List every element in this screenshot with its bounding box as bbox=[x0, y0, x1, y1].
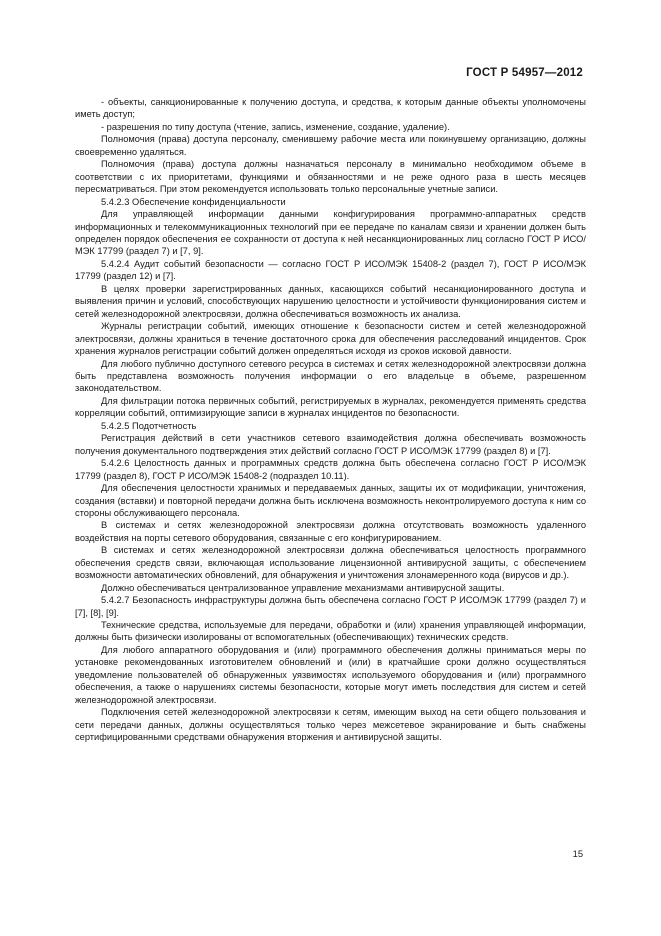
paragraph: - разрешения по типу доступа (чтение, запись, изменение, создание, удаление). bbox=[101, 121, 450, 132]
document-id: ГОСТ Р 54957—2012 bbox=[466, 67, 583, 79]
paragraph: Регистрация действий в сети участников сетевого взаимодействия должна обеспечивать возможность получения документального подтверждения этих действий согласно ГОСТ Р ИСО/МЭК 17799 (раздел 8) и [7]. bbox=[75, 433, 586, 456]
paragraph: Для обеспечения целостности хранимых и передаваемых данных, защиты их от модификации, уничтожения, создания (вставки) и повторной передачи должна быть исключена возможность неконтролируемого доступа к ним со стороны обслуживающего персонала. bbox=[75, 483, 586, 518]
paragraph: Для фильтрации потока первичных событий, регистрируемых в журналах, рекомендуется применять средства корреляции событий, оптимизирующие записи в журналах инцидентов по безопасности. bbox=[75, 395, 586, 419]
paragraph: Технические средства, используемые для передачи, обработки и (или) хранения управляющей информации, должны быть физически изолированы от вспомогательных (обеспечивающих) технических средств. bbox=[75, 620, 586, 643]
paragraph: В системах и сетях железнодорожной электросвязи должна обеспечиваться целостность программного обеспечения средств связи, включающая использование лицензионной антивирусной защиты, с обеспечением возможности автоматических обновлений, для обнаружения и уничтожения злонамеренного кода (вирусов и др.). bbox=[75, 545, 586, 581]
section-heading: 5.4.2.4 Аудит событий безопасности — согласно ГОСТ Р ИСО/МЭК 15408-2 (раздел 7), ГОСТ Р ИСО/МЭК 17799 (раздел 12) и [7]. bbox=[75, 258, 586, 282]
paragraph: Журналы регистрации событий, имеющих отношение к безопасности систем и сетей железнодорожной электросвязи, должны храниться в течение достаточного срока для обеспечения расследований инцидентов. Срок хранения журналов регистрации событий должен определяться исходя из сроков исковой давности. bbox=[75, 321, 586, 357]
section-heading: 5.4.2.7 Безопасность инфраструктуры должна быть обеспечена согласно ГОСТ Р ИСО/МЭК 17799 (раздел 7) и [7], [8], [9]. bbox=[75, 595, 586, 618]
paragraph: Для любого публично доступного сетевого ресурса в системах и сетях железнодорожной электросвязи должна быть представлена возможность получения информации о его владельце в объеме, разрешенном законодательством. bbox=[75, 358, 586, 394]
paragraph: Полномочия (права) доступа персоналу, сменившему рабочие места или покинувшему организацию, должны своевременно удаляться. bbox=[75, 134, 586, 157]
section-heading: 5.4.2.3 Обеспечение конфиденциальности bbox=[101, 196, 286, 207]
paragraph: Для управляющей информации данными конфигурирования программно-аппаратных средств информационных и телекоммуникационных технологий при ее передаче по каналам связи и хранении должен быть определен порядок обеспечения ее сохранности от доступа к ней несанкционированных лиц согласно ГОСТ Р ИСО/МЭК 17799 (раздел 7) и [7, 9]. bbox=[75, 209, 586, 257]
paragraph: Полномочия (права) доступа должны назначаться персоналу в минимально необходимом объеме в соответствии с их приоритетами, функциями и обязанностями и не реже одного раза в шесть месяцев пересматриваться. При этом рекомендуется использовать только персональные учетные записи. bbox=[75, 159, 586, 195]
paragraph: В целях проверки зарегистрированных данных, касающихся событий несанкционированного доступа и выявления причин и условий, способствующих нарушению целостности и устойчивости функционирования систем и сетей железнодорожной электросвязи, должна обеспечиваться возможность их анализа. bbox=[75, 283, 586, 319]
paragraph: - объекты, санкционированные к получению доступа, и средства, к которым данные объекты уполномочены иметь доступ; bbox=[75, 97, 586, 120]
paragraph: Подключения сетей железнодорожной электросвязи к сетям, имеющим выход на сети общего пользования и сети передачи данных, должны осуществляться только через межсетевое экранирование и быть снабжены сертифицированными средствами обнаружения вторжения и антивирусной защиты. bbox=[75, 707, 586, 743]
section-heading: 5.4.2.6 Целостность данных и программных средств должна быть обеспечена согласно ГОСТ Р ИСО/МЭК 17799 (раздел 8), ГОСТ Р ИСО/МЭК 15408-2 (подраздел 10.11). bbox=[75, 458, 586, 481]
body-text bbox=[75, 96, 586, 744]
page-number: 15 bbox=[572, 849, 583, 859]
paragraph: Для любого аппаратного оборудования и (или) программного обеспечения должны приниматься меры по установке рекомендованных изготовителем обновлений и (или) в кратчайшие сроки должно осуществляться уведомление пользователей об обнаруженных уязвимостях используемого оборудования и (или) программного обеспечения, а также о нарушениях системы безопасности, которые могут иметь последствия для систем и сетей железнодорожной электросвязи. bbox=[75, 644, 586, 705]
section-heading: 5.4.2.5 Подотчетность bbox=[101, 420, 197, 431]
paragraph: В системах и сетях железнодорожной электросвязи должна отсутствовать возможность удаленного воздействия на порты сетевого оборудования, связанные с его конфигурированием. bbox=[75, 520, 586, 543]
paragraph: Должно обеспечиваться централизованное управление механизмами антивирусной защиты. bbox=[101, 582, 505, 593]
